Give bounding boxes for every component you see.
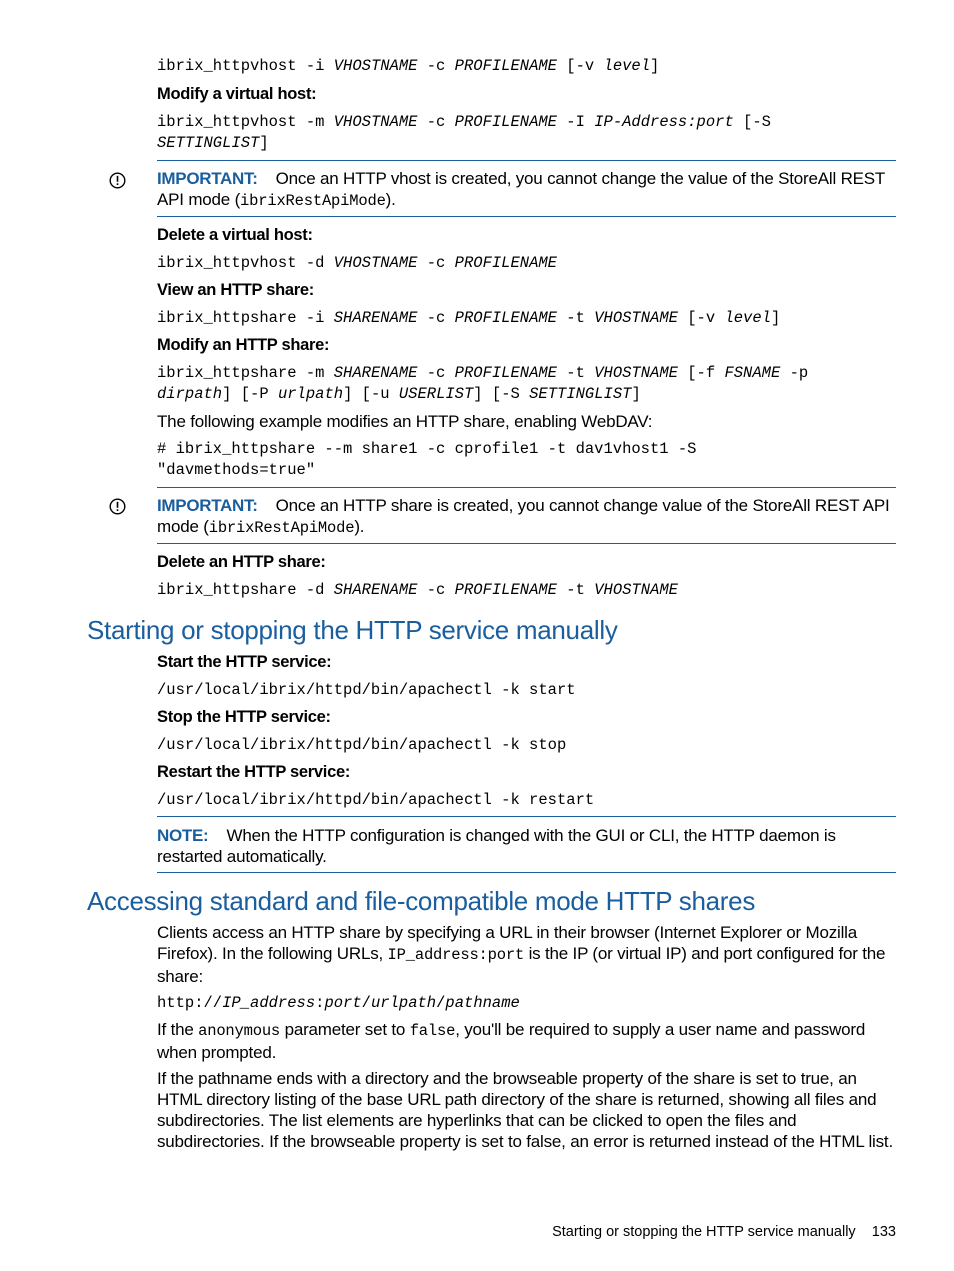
footer-title: Starting or stopping the HTTP service manually xyxy=(552,1224,856,1240)
start-service-command: /usr/local/ibrix/httpd/bin/apachectl -k start xyxy=(157,681,576,699)
page-number: 133 xyxy=(871,1224,896,1240)
share-modify-command: ibrix_httpshare -m SHARENAME -c PROFILENAME -t VHOSTNAME [-f FSNAME -p dirpath] [-P urlpath] [-u USERLIST] [-S SETTINGLIST] xyxy=(157,364,809,403)
restart-service-command: /usr/local/ibrix/httpd/bin/apachectl -k restart xyxy=(157,791,595,809)
restart-service-label: Restart the HTTP service: xyxy=(157,763,351,781)
callout-bottom-rule xyxy=(157,543,896,544)
url-format: http://IP_address:port/urlpath/pathname xyxy=(157,994,520,1012)
browseable-paragraph: If the pathname ends with a directory and the browseable property of the share is set to true, an HTML directory listing of the base URL path directory of the share is returned, showing all files and subdirectories. The list elements are hyperlinks that can be clicked to open the files and subdirectories. If the browseable property is set to false, an error is returned instead of the HTML list. xyxy=(157,1069,893,1151)
delete-share-label: Delete an HTTP share: xyxy=(157,553,326,571)
important-icon xyxy=(109,498,126,515)
stop-service-label: Stop the HTTP service: xyxy=(157,708,331,726)
start-service-label: Start the HTTP service: xyxy=(157,653,332,671)
clients-access-paragraph: Clients access an HTTP share by specifying a URL in their browser (Internet Explorer or Mozilla Firefox). In the following URLs, IP_address:port is the IP (or virtual IP) and port configured for the share: xyxy=(157,923,886,986)
important-keyword: IMPORTANT: xyxy=(157,169,258,188)
share-delete-command: ibrix_httpshare -d SHARENAME -c PROFILENAME -t VHOSTNAME xyxy=(157,581,678,599)
vhost-modify-command: ibrix_httpvhost -m VHOSTNAME -c PROFILENAME -I IP-Address:port [-S SETTINGLIST] xyxy=(157,113,771,152)
anonymous-paragraph: If the anonymous parameter set to false, you'll be required to supply a user name and password when prompted. xyxy=(157,1020,866,1062)
stop-service-command: /usr/local/ibrix/httpd/bin/apachectl -k stop xyxy=(157,736,567,754)
view-share-label: View an HTTP share: xyxy=(157,281,314,299)
note-callout: NOTE: When the HTTP configuration is changed with the GUI or CLI, the HTTP daemon is restarted automatically. xyxy=(157,826,836,866)
note-keyword: NOTE: xyxy=(157,826,209,845)
important-callout-share: IMPORTANT: Once an HTTP share is created, you cannot change value of the StoreAll REST API mode (ibrixRestApiMode). xyxy=(157,496,890,537)
page-footer xyxy=(552,1223,896,1241)
callout-top-rule xyxy=(157,160,896,161)
example-command: # ibrix_httpshare --m share1 -c cprofile1 -t dav1vhost1 -S "davmethods=true" xyxy=(157,440,697,479)
section-heading-accessing-shares: Accessing standard and file-compatible mode HTTP shares xyxy=(87,886,756,916)
important-icon xyxy=(109,172,126,189)
example-intro-text: The following example modifies an HTTP share, enabling WebDAV: xyxy=(157,412,653,431)
modify-vhost-label: Modify a virtual host: xyxy=(157,85,317,103)
note-bottom-rule xyxy=(157,872,896,873)
vhost-delete-command: ibrix_httpvhost -d VHOSTNAME -c PROFILENAME xyxy=(157,254,557,272)
callout-top-rule xyxy=(157,487,896,488)
vhost-view-command: ibrix_httpvhost -i VHOSTNAME -c PROFILENAME [-v level] xyxy=(157,57,660,75)
modify-share-label: Modify an HTTP share: xyxy=(157,336,330,354)
important-keyword: IMPORTANT: xyxy=(157,496,258,515)
section-heading-start-stop: Starting or stopping the HTTP service manually xyxy=(87,615,618,645)
note-top-rule xyxy=(157,816,896,817)
important-callout-vhost: IMPORTANT: Once an HTTP vhost is created, you cannot change the value of the StoreAll REST API mode (ibrixRestApiMode). xyxy=(157,169,885,210)
share-view-command: ibrix_httpshare -i SHARENAME -c PROFILENAME -t VHOSTNAME [-v level] xyxy=(157,309,781,327)
callout-bottom-rule xyxy=(157,216,896,217)
delete-vhost-label: Delete a virtual host: xyxy=(157,226,313,244)
